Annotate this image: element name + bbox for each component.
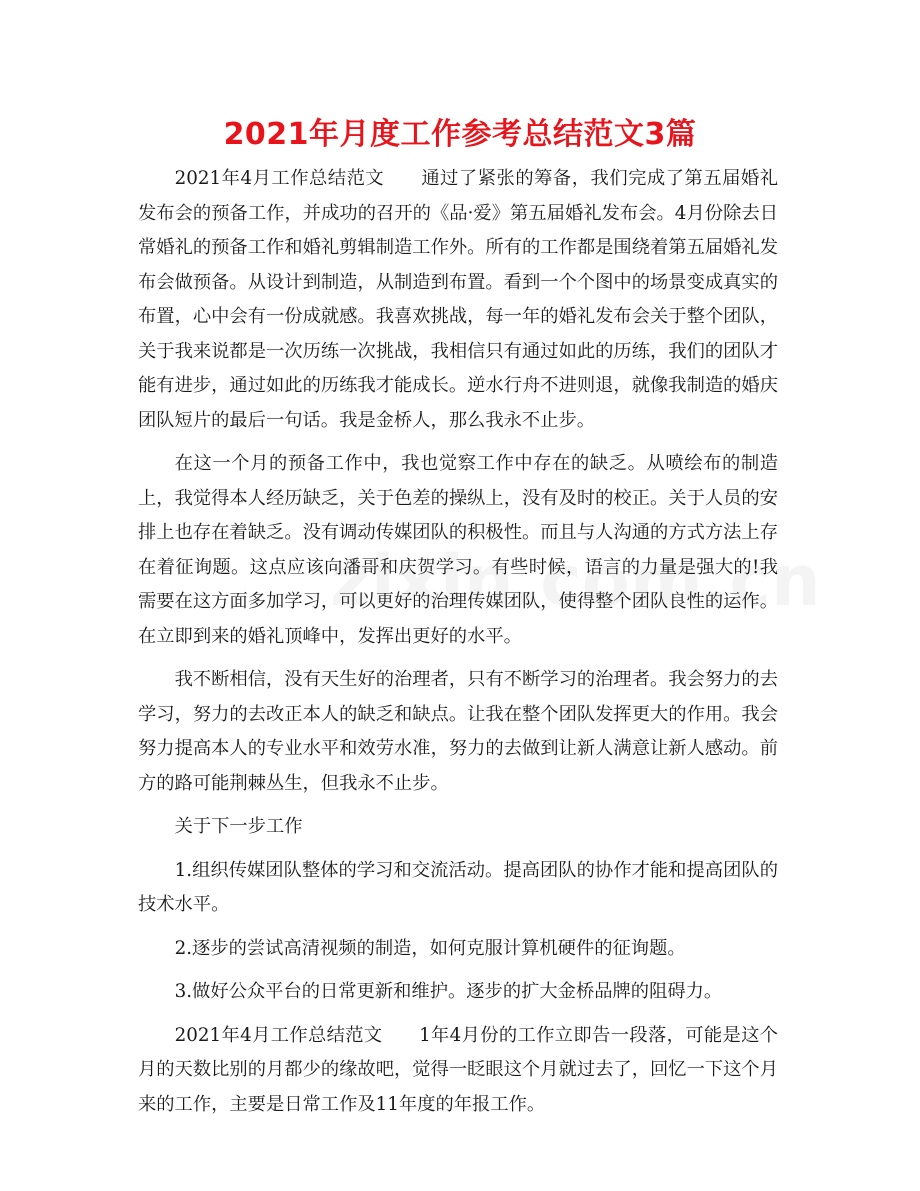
- paragraph-text: 1年4月份的工作立即告一段落，可能是这个月的天数比别的月都少的缘故吧，觉得一眨眼这个月就过去了，回忆一下这个月来的工作，主要是日常工作及11年度的年报工作。: [138, 1024, 779, 1115]
- paragraph-3: 我不断相信，没有天生好的治理者，只有不断学习的治理者。我会努力的去学习，努力的去改正本人的缺乏和缺点。让我在整个团队发挥更大的作用。我会努力提高本人的专业水平和效劳水准，努力的去做到让新人满意让新人感动。前方的路可能荆棘丛生，但我永不止步。: [138, 669, 778, 794]
- paragraph-2: 在这一个月的预备工作中，我也觉察工作中存在的缺乏。从喷绘布的制造上，我觉得本人经历缺乏，关于色差的操纵上，没有及时的校正。关于人员的安排上也存在着缺乏。没有调动传媒团队的积极性。而且与人沟通的方式方法上存在着征询题。这点应该向潘哥和庆贺学习。有些时候，语言的力量是强大的!我需要在这方面多加学习，可以更好的治理传媒团队，使得整个团队良性的运作。在立即到来的婚礼顶峰中，发挥出更好的水平。: [138, 453, 778, 647]
- paragraph-1: [138, 162, 778, 438]
- next-step-item-2: 2.逐步的尝试高清视频的制造，如何克服计算机硬件的征询题。: [174, 937, 686, 959]
- document-body: [138, 162, 778, 1122]
- section-heading-1: 2021年4月工作总结范文: [174, 168, 385, 189]
- section-heading-2: 2021年4月工作总结范文: [174, 1024, 383, 1046]
- next-steps-heading: 关于下一步工作: [174, 816, 303, 837]
- document-title: 2021年月度工作参考总结范文3篇: [223, 117, 697, 152]
- next-step-item-1: 1.组织传媒团队整体的学习和交流活动。提高团队的协作才能和提高团队的技术水平。: [138, 859, 778, 915]
- next-step-item-3: 3.做好公众平台的日常更新和维护。逐步的扩大金桥品牌的阻碍力。: [174, 981, 723, 1002]
- paragraph-text: 通过了紧张的筹备，我们完成了第五届婚礼发布会的预备工作，并成功的召开的《品·爱》第五届婚礼发布会。4月份除去日常婚礼的预备工作和婚礼剪辑制造工作外。所有的工作都是围绕着第五届婚礼发布会做预备。从设计到制造，从制造到布置。看到一个个图中的场景变成真实的布置，心中会有一份成就感。我喜欢挑战，每一年的婚礼发布会关于整个团队，关于我来说都是一次历练一次挑战，我相信只有通过如此的历练，我们的团队才能有进步，通过如此的历练我才能成长。逆水行舟不进则退，就像我制造的婚庆团队短片的最后一句话。我是金桥人，那么我永不止步。: [138, 168, 779, 431]
- paragraph-4: [138, 1019, 778, 1123]
